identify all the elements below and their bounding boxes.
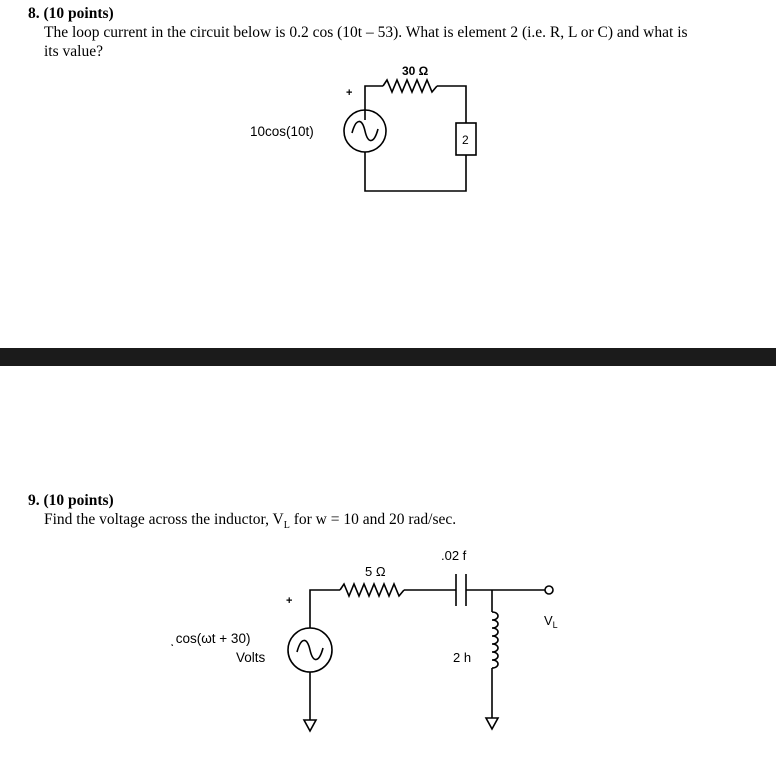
- resistor-5-ohm: [340, 584, 404, 596]
- resistor-label-9: 5 Ω: [365, 564, 386, 579]
- ground-icon-left: [304, 720, 316, 731]
- capacitor-label: .02 f: [441, 548, 467, 563]
- ground-icon-right: [486, 718, 498, 729]
- plus-sign-9: +: [286, 595, 293, 607]
- resistor-label: 30 Ω: [402, 64, 429, 78]
- question-8-heading: 8. (10 points): [28, 5, 114, 22]
- question-8-text-line2: its value?: [44, 43, 103, 60]
- question-8-text-line1: The loop current in the circuit below is 0.2 cos (10t – 53). What is element 2 (i.e. R, L or C) and what is: [44, 24, 688, 41]
- element-2-label: 2: [462, 133, 469, 147]
- plus-sign: +: [346, 87, 353, 99]
- sine-icon-9: [297, 640, 323, 659]
- question-9-text: Find the voltage across the inductor, $V_L$ for w = 10 and 20 rad/sec.: [44, 511, 457, 532]
- source-label: 10cos(10t): [250, 124, 314, 139]
- inductor-label: 2 h: [453, 650, 472, 665]
- wire-left-top: [310, 590, 340, 628]
- vl-subscript: L: [283, 520, 290, 532]
- question-9-heading: 9. (10 points): [28, 492, 114, 509]
- output-label: $V_L$: [544, 613, 558, 630]
- output-terminal: [545, 586, 553, 594]
- source-label-line1: ͅ cos(ωt + 30): [172, 631, 251, 646]
- inductor-2h: [492, 612, 498, 668]
- source-label-line2: Volts: [236, 650, 266, 665]
